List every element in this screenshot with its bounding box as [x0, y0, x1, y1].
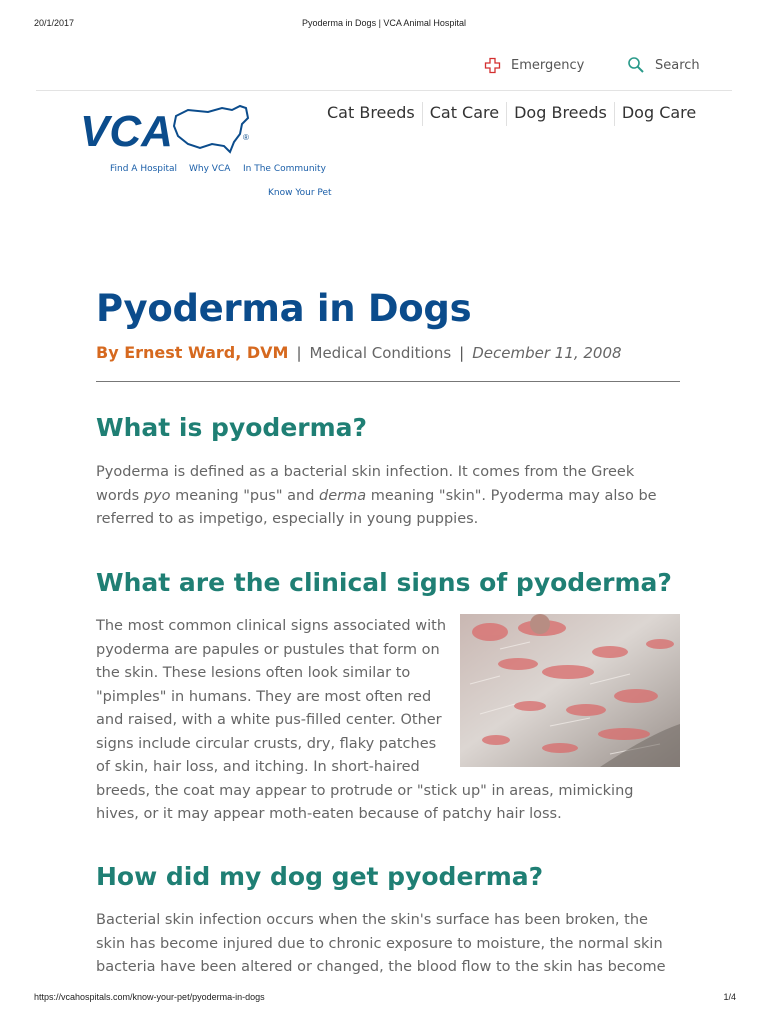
subnav-know-your-pet[interactable]: Know Your Pet	[268, 188, 332, 198]
byline-separator: |	[459, 344, 465, 362]
print-date: 20/1/2017	[34, 18, 75, 28]
category-link[interactable]: Medical Conditions	[309, 344, 452, 362]
section-heading-how-get: How did my dog get pyoderma?	[96, 862, 544, 891]
subnav-find-hospital[interactable]: Find A Hospital	[110, 164, 178, 174]
print-page-number: 1/4	[723, 992, 736, 1002]
print-footer	[0, 992, 768, 1006]
logo-wordmark: VCA	[80, 107, 173, 156]
nav-cat-breeds[interactable]: Cat Breeds	[327, 103, 415, 122]
search-label: Search	[655, 57, 700, 73]
print-header	[0, 18, 768, 32]
term-derma: derma	[319, 487, 367, 504]
section-body-clinical-signs: The most common clinical signs associated with pyoderma are papules or pustules that form on the skin. These lesions often look similar to "pimples" in humans. They are most often red and raised, with a white pus-filled center. Other signs include circular crusts, dry, flaky patches of skin, hair loss, and itching. In short-haired breeds, the coat may appear to protrude or "stick up" in areas, mimicking hives, or it may appear moth-eaten because of patchy hair loss.	[96, 615, 680, 827]
title-divider	[96, 381, 680, 382]
medical-cross-icon	[484, 57, 501, 74]
section-body-how-get: Bacterial skin infection occurs when the skin's surface has been broken, the skin has become injured due to chronic exposure to moisture, the normal skin bacteria have been altered or changed, the blood flow to the skin has become	[96, 912, 666, 975]
author-link[interactable]: By Ernest Ward, DVM	[96, 343, 289, 362]
print-page-title: Pyoderma in Dogs | VCA Animal Hospital	[302, 18, 466, 28]
section-heading-clinical-signs: What are the clinical signs of pyoderma?	[96, 568, 672, 597]
search-link[interactable]	[627, 55, 700, 75]
term-pyo: pyo	[143, 487, 171, 504]
vca-logo[interactable]	[80, 104, 252, 160]
nav-dog-breeds[interactable]: Dog Breeds	[506, 102, 614, 126]
emergency-link[interactable]	[484, 55, 584, 75]
emergency-label: Emergency	[511, 57, 585, 73]
search-icon	[627, 56, 645, 74]
svg-text:®: ®	[243, 133, 249, 142]
subnav-community[interactable]: In The Community	[243, 164, 326, 174]
article-title: Pyoderma in Dogs	[96, 287, 472, 330]
nav-dog-care[interactable]: Dog Care	[614, 102, 703, 126]
nav-cat-care[interactable]: Cat Care	[422, 102, 506, 126]
byline	[96, 342, 622, 364]
header-divider	[36, 90, 732, 91]
subnav-why-vca[interactable]: Why VCA	[189, 164, 231, 174]
byline-separator: |	[296, 344, 302, 362]
photo-text-wrap	[452, 615, 680, 767]
section-body-what-is: Pyoderma is defined as a bacterial skin infection. It comes from the Greek words pyo meaning "pus" and derma meaning "skin". Pyoderma may also be referred to as impetigo, especially in young puppies.	[96, 464, 657, 527]
print-url: https://vcahospitals.com/know-your-pet/pyoderma-in-dogs	[34, 992, 265, 1002]
publish-date: December 11, 2008	[472, 344, 622, 362]
main-nav	[320, 102, 703, 126]
section-heading-what-is: What is pyoderma?	[96, 413, 368, 442]
